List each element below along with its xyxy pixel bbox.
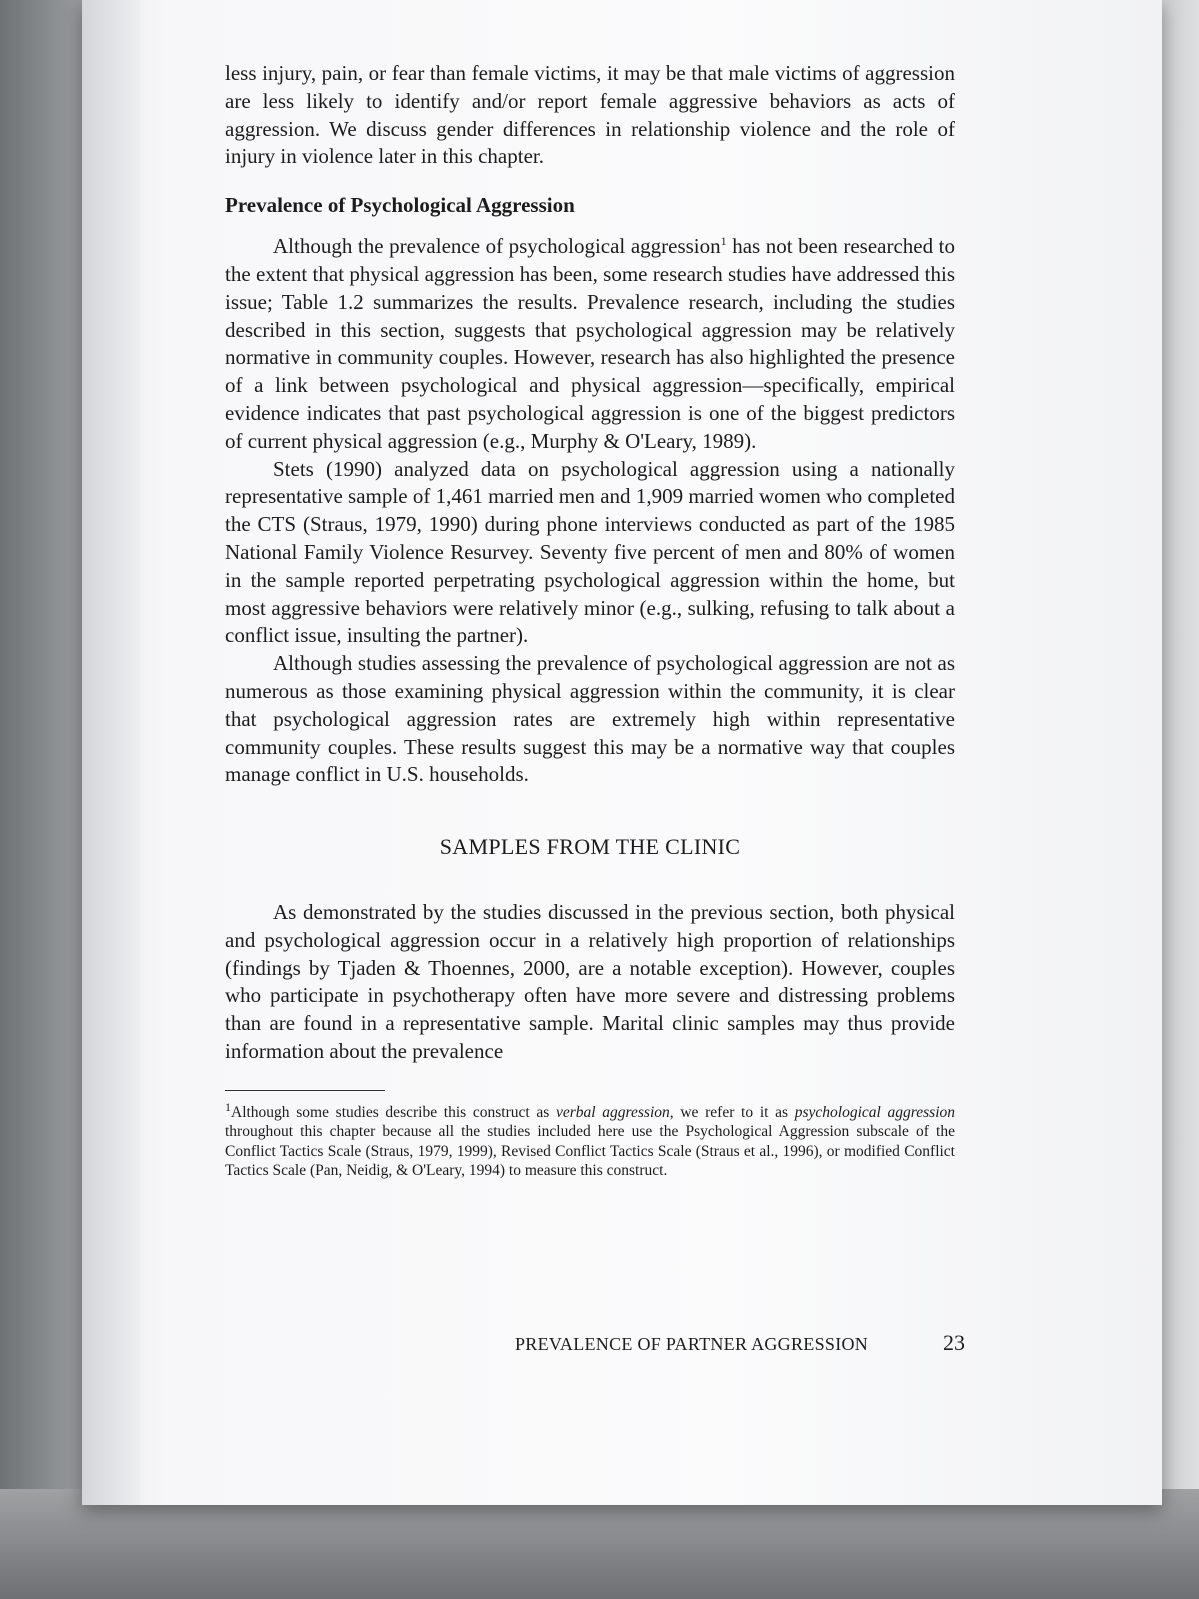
footnote-reference: 1: [720, 234, 727, 249]
footnote-marker: 1: [225, 1099, 231, 1114]
background-bottom: [0, 1489, 1199, 1599]
section-heading: SAMPLES FROM THE CLINIC: [439, 834, 741, 860]
page-content: [225, 60, 955, 1181]
paragraph-1-rest: has not been researched to the extent that physical aggression has been, some research studies have addressed this issue; Table 1.2 summarizes the results. Prevalence research, including the studies described in this section, suggests that psychological aggression may be relatively normative in community couples. However, research has also highlighted the presence of a link between psychological and physical aggression—specifically, empirical evidence indicates that past psychological aggression is one of the biggest predictors of current physical aggression (e.g., Murphy & O'Leary, 1989).: [225, 234, 955, 453]
footnote-text-3: throughout this chapter because all the studies included here use the Psychological Aggression subscale of the Conflict Tactics Scale (Straus, 1979, 1999), Revised Conflict Tactics Scale (Straus et al., 1996), or modified Conflict Tactics Scale (Pan, Neidig, & O'Leary, 1994) to measure this construct.: [225, 1123, 955, 1180]
paragraph-4: As demonstrated by the studies discussed in the previous section, both physical and psychological aggression occur in a relatively high proportion of relationships (findings by Tjaden & Thoennes, 2000, are a notable exception). However, couples who participate in psychotherapy often have more severe and distressing problems than are found in a representative sample. Marital clinic samples may thus provide information about the prevalence: [225, 899, 955, 1063]
footnote-em-2: psychological aggression: [794, 1103, 955, 1121]
paragraph-2: Stets (1990) analyzed data on psychological aggression using a nationally representative sample of 1,461 married men and 1,909 married women who completed the CTS (Straus, 1979, 1990) during phone interviews conducted as part of the 1985 National Family Violence Resurvey. Seventy five percent of men and 80% of women in the sample reported perpetrating psychological aggression within the home, but most aggressive behaviors were relatively minor (e.g., sulking, refusing to talk about a conflict issue, insulting the partner).: [225, 456, 955, 648]
running-footer: PREVALENCE OF PARTNER AGGRESSION: [515, 1334, 869, 1354]
continued-paragraph: less injury, pain, or fear than female victims, it may be that male victims of aggression are less likely to identify and/or report female aggressive behaviors as acts of aggression. We discuss gender differences in relationship violence and the role of injury in violence later in this chapter.: [225, 61, 955, 169]
footnote: [225, 1099, 955, 1181]
footnote-rule: [225, 1090, 385, 1091]
footnote-text-2: , we refer to it as: [669, 1103, 795, 1121]
page-number: 23: [943, 1330, 965, 1355]
paragraph-1: [225, 233, 955, 455]
footnote-em-1: verbal aggression: [556, 1103, 670, 1121]
paragraph-1-start: Although the prevalence of psychological aggression: [273, 234, 721, 259]
page-footer: [515, 1330, 965, 1356]
page-gutter-edge: [82, 0, 140, 1505]
footnote-text-1: Although some studies describe this construct as: [231, 1103, 556, 1121]
subheading: Prevalence of Psychological Aggression: [225, 193, 575, 218]
paragraph-3: Although studies assessing the prevalence of psychological aggression are not as numerous as those examining physical aggression within the community, it is clear that psychological aggression rates are extremely high within representative community couples. These results suggest this may be a normative way that couples manage conflict in U.S. households.: [225, 651, 955, 787]
